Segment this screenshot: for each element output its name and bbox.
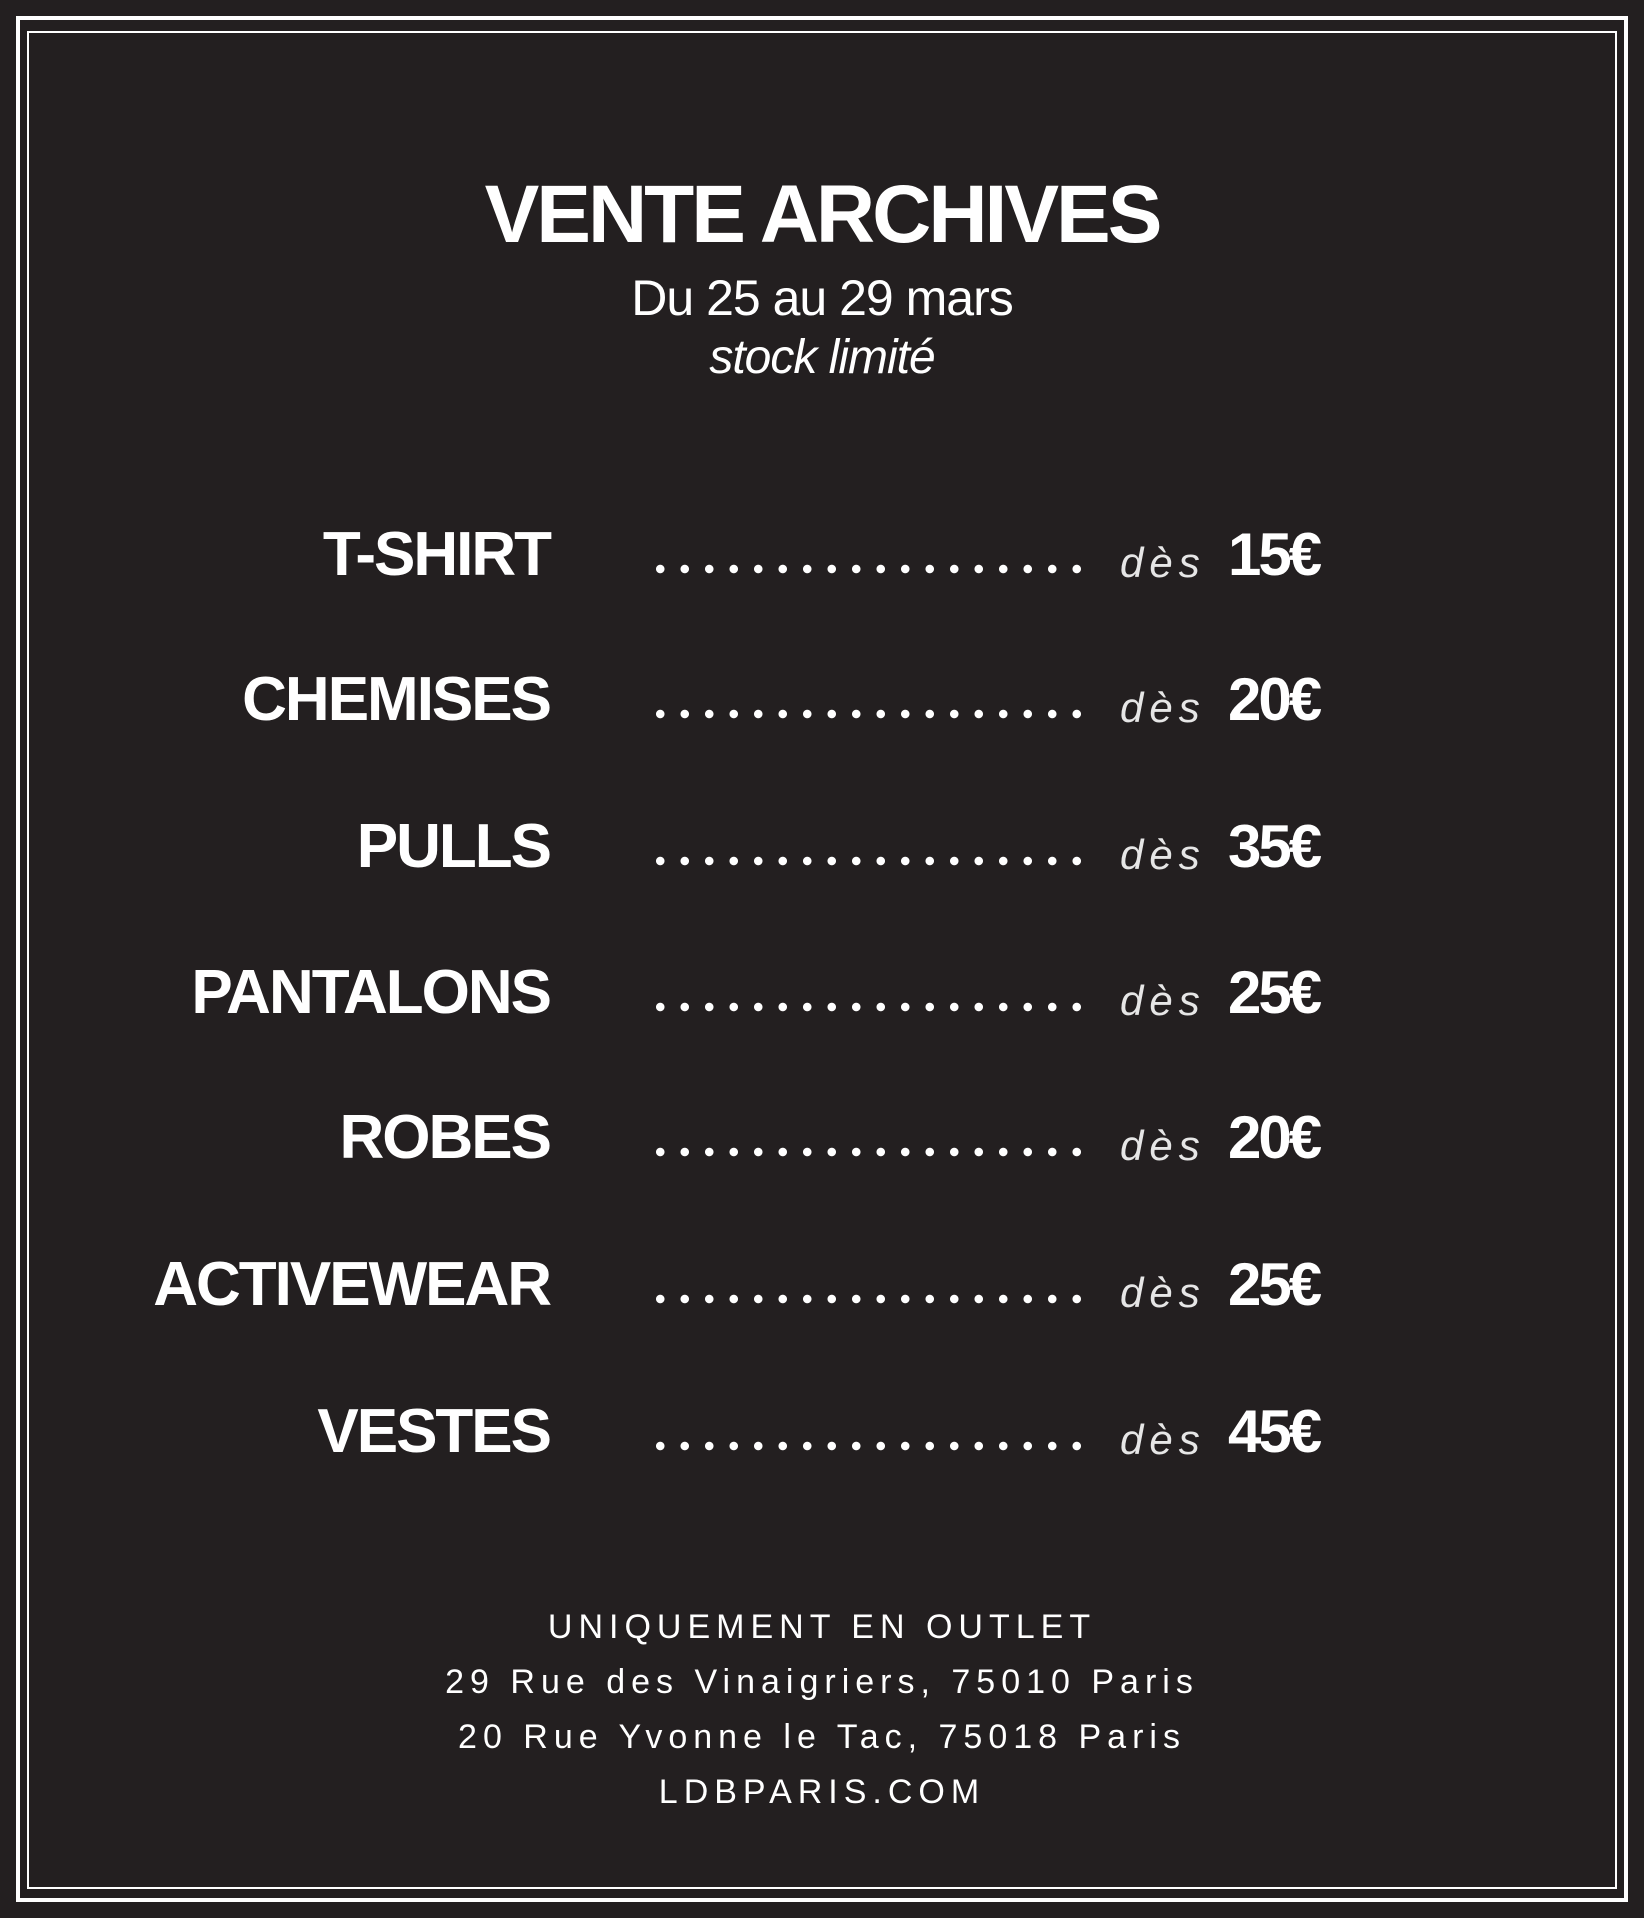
price-row-vestes bbox=[0, 1382, 1644, 1482]
website-text: LDBPARIS.COM bbox=[658, 1773, 986, 1811]
item-name: ACTIVEWEAR bbox=[153, 1250, 550, 1319]
price-row-chemises bbox=[0, 650, 1644, 750]
price-prefix: dès bbox=[1120, 1269, 1206, 1316]
item-price: 20€ bbox=[1228, 1104, 1320, 1171]
price-row-activewear bbox=[0, 1235, 1644, 1335]
outlet-tagline: UNIQUEMENT EN OUTLET bbox=[547, 1608, 1097, 1646]
dot-leader bbox=[648, 1293, 1090, 1305]
header bbox=[0, 170, 1644, 388]
price-row-pulls bbox=[0, 797, 1644, 897]
price-prefix: dès bbox=[1120, 977, 1206, 1024]
price-prefix: dès bbox=[1120, 684, 1206, 731]
item-price: 15€ bbox=[1228, 521, 1320, 588]
item-name: T-SHIRT bbox=[322, 520, 550, 589]
address-line-2: 20 Rue Yvonne le Tac, 75018 Paris bbox=[458, 1718, 1186, 1756]
dot-leader bbox=[648, 855, 1090, 867]
item-name: VESTES bbox=[317, 1397, 550, 1466]
dot-leader bbox=[648, 1001, 1090, 1013]
item-price: 35€ bbox=[1228, 813, 1320, 880]
dot-leader bbox=[648, 563, 1090, 575]
sale-dates: Du 25 au 29 mars bbox=[631, 270, 1013, 326]
price-row-robes bbox=[0, 1088, 1644, 1188]
item-price: 25€ bbox=[1228, 959, 1320, 1026]
dot-leader bbox=[648, 708, 1090, 720]
item-name: CHEMISES bbox=[242, 665, 550, 734]
item-name: PULLS bbox=[356, 812, 550, 881]
item-name: ROBES bbox=[339, 1103, 550, 1172]
price-row-tshirt bbox=[0, 505, 1644, 605]
dot-leader bbox=[648, 1440, 1090, 1452]
item-price: 20€ bbox=[1228, 666, 1320, 733]
price-prefix: dès bbox=[1120, 1416, 1206, 1463]
footer bbox=[0, 1600, 1644, 1820]
stock-note: stock limité bbox=[709, 331, 935, 384]
price-row-pantalons bbox=[0, 943, 1644, 1043]
item-name: PANTALONS bbox=[191, 958, 550, 1027]
price-prefix: dès bbox=[1120, 831, 1206, 878]
page-title: VENTE ARCHIVES bbox=[484, 169, 1160, 260]
item-price: 25€ bbox=[1228, 1251, 1320, 1318]
item-price: 45€ bbox=[1228, 1398, 1320, 1465]
dot-leader bbox=[648, 1146, 1090, 1158]
price-prefix: dès bbox=[1120, 1122, 1206, 1169]
address-line-1: 29 Rue des Vinaigriers, 75010 Paris bbox=[445, 1663, 1199, 1701]
price-prefix: dès bbox=[1120, 539, 1206, 586]
